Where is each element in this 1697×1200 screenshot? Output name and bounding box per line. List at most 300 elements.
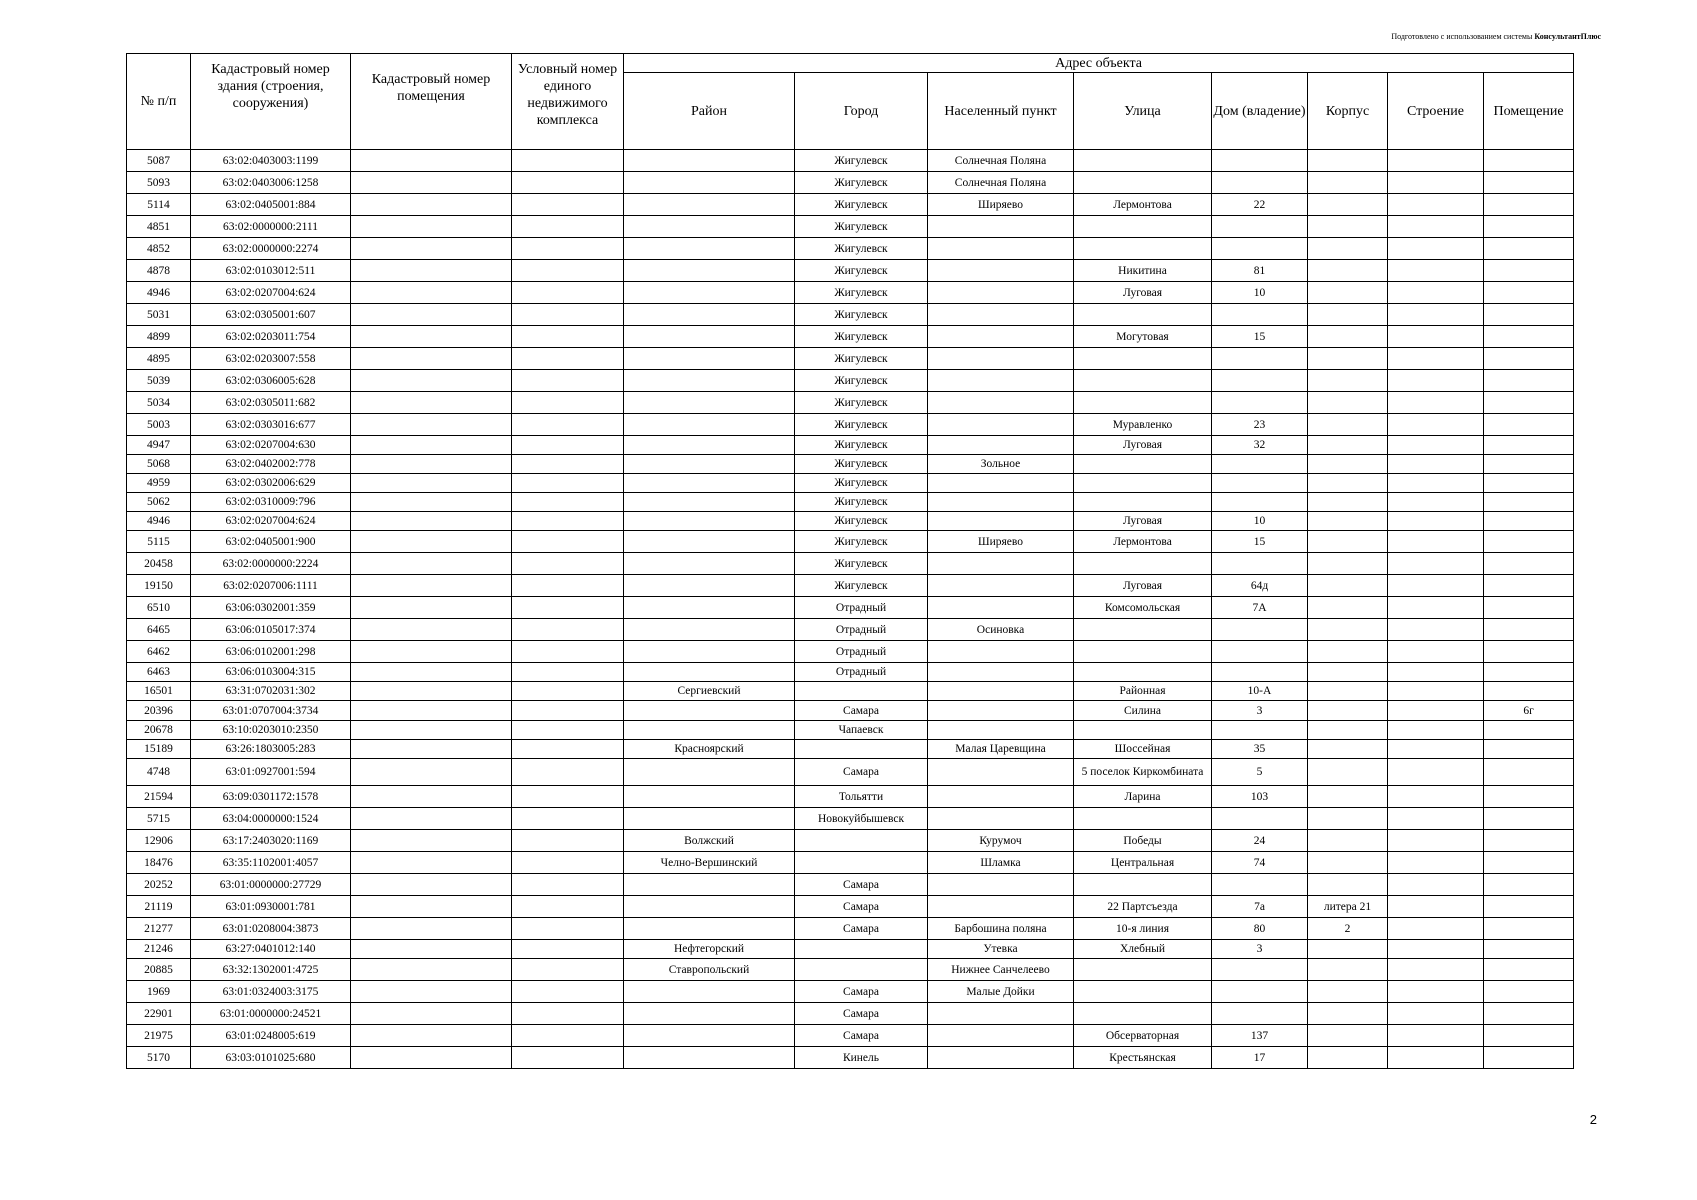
cell-room-cadastral xyxy=(351,786,512,808)
cell-num: 5034 xyxy=(127,392,191,414)
cell-korpus xyxy=(1308,348,1388,370)
cell-premises: 6г xyxy=(1484,701,1574,721)
cell-house: 64д xyxy=(1212,575,1308,597)
cell-street xyxy=(1074,304,1212,326)
cell-street xyxy=(1074,216,1212,238)
cell-district xyxy=(624,531,795,553)
cell-complex-number xyxy=(512,493,624,512)
cell-room-cadastral xyxy=(351,326,512,348)
cell-building-part xyxy=(1388,852,1484,874)
cell-premises xyxy=(1484,597,1574,619)
cell-city: Жигулевск xyxy=(795,348,928,370)
cell-city: Жигулевск xyxy=(795,493,928,512)
cell-premises xyxy=(1484,959,1574,981)
cell-room-cadastral xyxy=(351,959,512,981)
cell-district xyxy=(624,874,795,896)
cell-complex-number xyxy=(512,786,624,808)
table-row xyxy=(127,682,1574,701)
cell-district xyxy=(624,808,795,830)
cell-building-cadastral: 63:01:0248005:619 xyxy=(191,1025,351,1047)
cell-complex-number xyxy=(512,663,624,682)
cell-premises xyxy=(1484,260,1574,282)
cell-premises xyxy=(1484,808,1574,830)
cell-premises xyxy=(1484,874,1574,896)
cell-building-part xyxy=(1388,436,1484,455)
cell-premises xyxy=(1484,619,1574,641)
cell-house xyxy=(1212,663,1308,682)
cell-district xyxy=(624,370,795,392)
cell-building-cadastral: 63:02:0103012:511 xyxy=(191,260,351,282)
cell-settlement: Малые Дойки xyxy=(928,981,1074,1003)
cell-building-cadastral: 63:02:0000000:2274 xyxy=(191,238,351,260)
cell-complex-number xyxy=(512,759,624,786)
cell-complex-number xyxy=(512,348,624,370)
cell-street: Луговая xyxy=(1074,575,1212,597)
cell-korpus xyxy=(1308,852,1388,874)
cell-premises xyxy=(1484,721,1574,740)
cell-street xyxy=(1074,474,1212,493)
cell-settlement: Курумоч xyxy=(928,830,1074,852)
cell-building-cadastral: 63:01:0927001:594 xyxy=(191,759,351,786)
table-row xyxy=(127,493,1574,512)
cell-city: Кинель xyxy=(795,1047,928,1069)
cell-building-cadastral: 63:02:0403006:1258 xyxy=(191,172,351,194)
cell-complex-number xyxy=(512,260,624,282)
table-row xyxy=(127,531,1574,553)
cell-settlement xyxy=(928,575,1074,597)
cell-district: Красноярский xyxy=(624,740,795,759)
cell-city: Жигулевск xyxy=(795,282,928,304)
cell-num: 5115 xyxy=(127,531,191,553)
cell-street: Районная xyxy=(1074,682,1212,701)
cell-house: 80 xyxy=(1212,918,1308,940)
cell-num: 20885 xyxy=(127,959,191,981)
cell-district xyxy=(624,1003,795,1025)
table-row xyxy=(127,260,1574,282)
cell-korpus: 2 xyxy=(1308,918,1388,940)
cell-street: 5 поселок Киркомбината xyxy=(1074,759,1212,786)
cell-building-part xyxy=(1388,663,1484,682)
cell-settlement xyxy=(928,414,1074,436)
cell-street xyxy=(1074,493,1212,512)
cell-city xyxy=(795,959,928,981)
cell-room-cadastral xyxy=(351,896,512,918)
cell-house xyxy=(1212,474,1308,493)
cell-building-part xyxy=(1388,1025,1484,1047)
cell-korpus xyxy=(1308,370,1388,392)
table-row xyxy=(127,641,1574,663)
cell-building-cadastral: 63:02:0310009:796 xyxy=(191,493,351,512)
cell-room-cadastral xyxy=(351,1047,512,1069)
cell-street: Луговая xyxy=(1074,282,1212,304)
cell-street: Муравленко xyxy=(1074,414,1212,436)
table-row xyxy=(127,194,1574,216)
cell-building-cadastral: 63:01:0208004:3873 xyxy=(191,918,351,940)
cell-num: 20252 xyxy=(127,874,191,896)
cell-house: 5 xyxy=(1212,759,1308,786)
table-row xyxy=(127,575,1574,597)
table-row xyxy=(127,1025,1574,1047)
cell-complex-number xyxy=(512,370,624,392)
cell-city: Тольятти xyxy=(795,786,928,808)
table-row xyxy=(127,874,1574,896)
cell-house: 17 xyxy=(1212,1047,1308,1069)
cell-settlement xyxy=(928,1003,1074,1025)
cell-korpus xyxy=(1308,619,1388,641)
cell-premises xyxy=(1484,852,1574,874)
cell-building-cadastral: 63:26:1803005:283 xyxy=(191,740,351,759)
table-row xyxy=(127,852,1574,874)
cell-complex-number xyxy=(512,896,624,918)
cell-building-part xyxy=(1388,282,1484,304)
cell-street xyxy=(1074,553,1212,575)
property-register-table xyxy=(126,53,1574,1069)
cell-complex-number xyxy=(512,238,624,260)
cell-city: Жигулевск xyxy=(795,392,928,414)
cell-complex-number xyxy=(512,981,624,1003)
cell-house: 22 xyxy=(1212,194,1308,216)
cell-room-cadastral xyxy=(351,940,512,959)
cell-premises xyxy=(1484,1003,1574,1025)
cell-settlement xyxy=(928,1025,1074,1047)
cell-district xyxy=(624,1025,795,1047)
cell-complex-number xyxy=(512,194,624,216)
table-row xyxy=(127,370,1574,392)
cell-room-cadastral xyxy=(351,918,512,940)
cell-room-cadastral xyxy=(351,392,512,414)
cell-korpus xyxy=(1308,1047,1388,1069)
cell-building-cadastral: 63:04:0000000:1524 xyxy=(191,808,351,830)
cell-room-cadastral xyxy=(351,740,512,759)
cell-building-part xyxy=(1388,959,1484,981)
cell-num: 4959 xyxy=(127,474,191,493)
cell-building-cadastral: 63:06:0103004:315 xyxy=(191,663,351,682)
cell-num: 4878 xyxy=(127,260,191,282)
cell-district xyxy=(624,260,795,282)
cell-city xyxy=(795,682,928,701)
col-premises-header: Помещение xyxy=(1484,73,1574,150)
cell-settlement xyxy=(928,370,1074,392)
cell-street: Центральная xyxy=(1074,852,1212,874)
cell-house: 103 xyxy=(1212,786,1308,808)
cell-num: 4899 xyxy=(127,326,191,348)
cell-building-part xyxy=(1388,216,1484,238)
cell-street xyxy=(1074,641,1212,663)
cell-city: Жигулевск xyxy=(795,575,928,597)
cell-settlement xyxy=(928,282,1074,304)
cell-street: Ларина xyxy=(1074,786,1212,808)
cell-premises xyxy=(1484,238,1574,260)
cell-street xyxy=(1074,370,1212,392)
table-row xyxy=(127,918,1574,940)
cell-district xyxy=(624,493,795,512)
cell-korpus xyxy=(1308,740,1388,759)
cell-korpus xyxy=(1308,326,1388,348)
cell-room-cadastral xyxy=(351,553,512,575)
cell-korpus xyxy=(1308,808,1388,830)
cell-house xyxy=(1212,304,1308,326)
cell-korpus xyxy=(1308,553,1388,575)
cell-settlement xyxy=(928,1047,1074,1069)
cell-building-cadastral: 63:02:0207004:624 xyxy=(191,512,351,531)
cell-premises xyxy=(1484,641,1574,663)
table-row xyxy=(127,619,1574,641)
cell-korpus xyxy=(1308,282,1388,304)
cell-city: Жигулевск xyxy=(795,474,928,493)
cell-premises xyxy=(1484,304,1574,326)
cell-complex-number xyxy=(512,701,624,721)
cell-settlement xyxy=(928,512,1074,531)
cell-building-part xyxy=(1388,740,1484,759)
cell-building-cadastral: 63:27:0401012:140 xyxy=(191,940,351,959)
cell-building-part xyxy=(1388,759,1484,786)
cell-building-part xyxy=(1388,701,1484,721)
cell-building-part xyxy=(1388,553,1484,575)
cell-building-part xyxy=(1388,414,1484,436)
cell-num: 21975 xyxy=(127,1025,191,1047)
cell-building-part xyxy=(1388,874,1484,896)
cell-premises xyxy=(1484,370,1574,392)
cell-city: Жигулевск xyxy=(795,238,928,260)
cell-korpus xyxy=(1308,172,1388,194)
table-row xyxy=(127,981,1574,1003)
cell-district: Волжский xyxy=(624,830,795,852)
cell-district xyxy=(624,512,795,531)
col-room-header: Кадастровый номер помещения xyxy=(351,54,512,150)
cell-building-part xyxy=(1388,682,1484,701)
cell-num: 5003 xyxy=(127,414,191,436)
cell-district xyxy=(624,575,795,597)
cell-premises xyxy=(1484,759,1574,786)
table-row xyxy=(127,172,1574,194)
cell-complex-number xyxy=(512,150,624,172)
cell-district xyxy=(624,238,795,260)
cell-room-cadastral xyxy=(351,238,512,260)
cell-building-part xyxy=(1388,619,1484,641)
cell-complex-number xyxy=(512,553,624,575)
cell-premises xyxy=(1484,326,1574,348)
cell-korpus xyxy=(1308,304,1388,326)
cell-room-cadastral xyxy=(351,455,512,474)
cell-city: Жигулевск xyxy=(795,304,928,326)
cell-street xyxy=(1074,348,1212,370)
cell-premises xyxy=(1484,150,1574,172)
note-brand: КонсультантПлюс xyxy=(1534,32,1601,41)
cell-room-cadastral xyxy=(351,436,512,455)
cell-premises xyxy=(1484,512,1574,531)
cell-complex-number xyxy=(512,721,624,740)
cell-settlement: Ширяево xyxy=(928,194,1074,216)
cell-city: Отрадный xyxy=(795,597,928,619)
cell-building-cadastral: 63:02:0306005:628 xyxy=(191,370,351,392)
note-prefix: Подготовлено с использованием системы xyxy=(1391,32,1533,41)
cell-korpus xyxy=(1308,260,1388,282)
cell-settlement: Ширяево xyxy=(928,531,1074,553)
cell-building-part xyxy=(1388,531,1484,553)
cell-complex-number xyxy=(512,740,624,759)
cell-num: 6463 xyxy=(127,663,191,682)
cell-complex-number xyxy=(512,392,624,414)
cell-district xyxy=(624,455,795,474)
table-row xyxy=(127,1003,1574,1025)
cell-complex-number xyxy=(512,682,624,701)
cell-city: Жигулевск xyxy=(795,216,928,238)
cell-korpus xyxy=(1308,575,1388,597)
cell-room-cadastral xyxy=(351,150,512,172)
cell-num: 5031 xyxy=(127,304,191,326)
cell-district xyxy=(624,414,795,436)
cell-city: Самара xyxy=(795,981,928,1003)
cell-complex-number xyxy=(512,619,624,641)
cell-city: Жигулевск xyxy=(795,370,928,392)
cell-settlement xyxy=(928,663,1074,682)
col-address-header: Адрес объекта xyxy=(624,54,1574,73)
cell-room-cadastral xyxy=(351,575,512,597)
cell-room-cadastral xyxy=(351,830,512,852)
cell-num: 5170 xyxy=(127,1047,191,1069)
cell-city: Самара xyxy=(795,1003,928,1025)
cell-house xyxy=(1212,808,1308,830)
table-body xyxy=(127,150,1574,1069)
cell-num: 1969 xyxy=(127,981,191,1003)
cell-district xyxy=(624,786,795,808)
cell-building-part xyxy=(1388,830,1484,852)
table-row xyxy=(127,959,1574,981)
cell-house xyxy=(1212,370,1308,392)
cell-city: Жигулевск xyxy=(795,512,928,531)
cell-building-cadastral: 63:01:0930001:781 xyxy=(191,896,351,918)
cell-settlement xyxy=(928,759,1074,786)
cell-korpus xyxy=(1308,392,1388,414)
cell-korpus xyxy=(1308,1025,1388,1047)
table-row xyxy=(127,830,1574,852)
table-row xyxy=(127,150,1574,172)
col-num-header: № п/п xyxy=(127,54,191,150)
cell-settlement xyxy=(928,304,1074,326)
cell-settlement xyxy=(928,553,1074,575)
cell-settlement xyxy=(928,216,1074,238)
cell-room-cadastral xyxy=(351,172,512,194)
cell-korpus xyxy=(1308,150,1388,172)
cell-building-cadastral: 63:35:1102001:4057 xyxy=(191,852,351,874)
col-settlement-header: Населенный пункт xyxy=(928,73,1074,150)
cell-room-cadastral xyxy=(351,474,512,493)
cell-room-cadastral xyxy=(351,216,512,238)
cell-korpus xyxy=(1308,531,1388,553)
cell-city: Отрадный xyxy=(795,641,928,663)
cell-premises xyxy=(1484,981,1574,1003)
cell-house xyxy=(1212,493,1308,512)
cell-settlement xyxy=(928,597,1074,619)
cell-district xyxy=(624,194,795,216)
cell-street: Хлебный xyxy=(1074,940,1212,959)
cell-room-cadastral xyxy=(351,1003,512,1025)
table-row xyxy=(127,597,1574,619)
cell-num: 5087 xyxy=(127,150,191,172)
cell-complex-number xyxy=(512,172,624,194)
cell-num: 5093 xyxy=(127,172,191,194)
cell-room-cadastral xyxy=(351,759,512,786)
cell-city: Жигулевск xyxy=(795,194,928,216)
cell-house xyxy=(1212,959,1308,981)
cell-house xyxy=(1212,348,1308,370)
cell-city: Жигулевск xyxy=(795,455,928,474)
table-row xyxy=(127,759,1574,786)
cell-num: 4946 xyxy=(127,282,191,304)
table-row xyxy=(127,896,1574,918)
cell-korpus xyxy=(1308,641,1388,663)
cell-street xyxy=(1074,874,1212,896)
cell-premises xyxy=(1484,682,1574,701)
cell-num: 20396 xyxy=(127,701,191,721)
cell-building-cadastral: 63:02:0402002:778 xyxy=(191,455,351,474)
cell-street xyxy=(1074,1003,1212,1025)
cell-street xyxy=(1074,150,1212,172)
cell-korpus xyxy=(1308,959,1388,981)
cell-korpus xyxy=(1308,512,1388,531)
cell-settlement: Солнечная Поляна xyxy=(928,172,1074,194)
cell-district xyxy=(624,981,795,1003)
cell-room-cadastral xyxy=(351,348,512,370)
cell-premises xyxy=(1484,740,1574,759)
cell-complex-number xyxy=(512,597,624,619)
cell-street: Могутовая xyxy=(1074,326,1212,348)
cell-district: Челно-Вершинский xyxy=(624,852,795,874)
cell-korpus xyxy=(1308,682,1388,701)
col-district-header: Район xyxy=(624,73,795,150)
cell-district xyxy=(624,304,795,326)
cell-building-cadastral: 63:31:0702031:302 xyxy=(191,682,351,701)
cell-korpus xyxy=(1308,436,1388,455)
cell-num: 4851 xyxy=(127,216,191,238)
cell-premises xyxy=(1484,493,1574,512)
cell-premises xyxy=(1484,553,1574,575)
cell-house: 35 xyxy=(1212,740,1308,759)
cell-num: 4946 xyxy=(127,512,191,531)
cell-district xyxy=(624,896,795,918)
cell-complex-number xyxy=(512,1025,624,1047)
cell-district xyxy=(624,216,795,238)
table-row xyxy=(127,721,1574,740)
cell-korpus xyxy=(1308,830,1388,852)
cell-num: 5068 xyxy=(127,455,191,474)
cell-house xyxy=(1212,1003,1308,1025)
cell-premises xyxy=(1484,1025,1574,1047)
col-complex-header: Условный номер единого недвижимого комплекса xyxy=(512,54,624,150)
cell-settlement xyxy=(928,493,1074,512)
cell-street xyxy=(1074,619,1212,641)
cell-complex-number xyxy=(512,874,624,896)
table-row xyxy=(127,348,1574,370)
cell-korpus xyxy=(1308,455,1388,474)
table-row xyxy=(127,663,1574,682)
col-building-part-header: Строение xyxy=(1388,73,1484,150)
col-korpus-header: Корпус xyxy=(1308,73,1388,150)
cell-building-cadastral: 63:06:0102001:298 xyxy=(191,641,351,663)
cell-settlement: Барбошина поляна xyxy=(928,918,1074,940)
cell-house: 24 xyxy=(1212,830,1308,852)
cell-city: Отрадный xyxy=(795,619,928,641)
cell-building-cadastral: 63:02:0405001:884 xyxy=(191,194,351,216)
cell-house xyxy=(1212,721,1308,740)
table-row xyxy=(127,455,1574,474)
cell-settlement xyxy=(928,348,1074,370)
table-row xyxy=(127,701,1574,721)
table-row xyxy=(127,282,1574,304)
cell-settlement xyxy=(928,896,1074,918)
cell-korpus xyxy=(1308,721,1388,740)
cell-building-cadastral: 63:02:0207004:624 xyxy=(191,282,351,304)
